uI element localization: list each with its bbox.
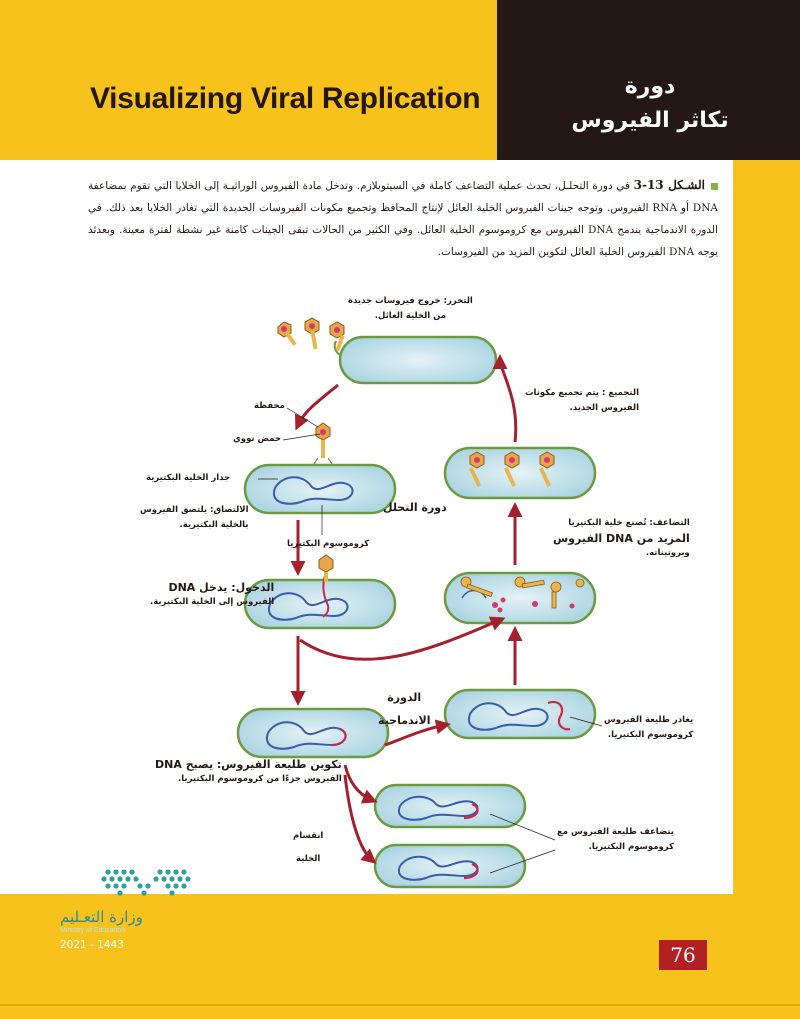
cell-attachment: [245, 465, 395, 513]
ministry-name-ar: وزارة التعـليم: [60, 908, 143, 926]
page-title-en: Visualizing Viral Replication: [90, 82, 481, 115]
phage-injecting: [319, 555, 333, 582]
phage-released-1: [278, 322, 297, 346]
phage-attaching: [314, 423, 332, 464]
phage-released-3: [330, 322, 345, 351]
edition-year: 2021 - 1443: [60, 939, 124, 951]
label-lytic-cycle: دورة التحلل: [383, 501, 447, 514]
label-cell-wall: جدار الخلية البكتيرية: [146, 473, 231, 483]
label-bacterial-chromosome: كروموسوم البكتيريا: [287, 539, 370, 549]
ministry-logo-icon: [60, 866, 230, 946]
label-prophage-exit: يغادر طليعة الفيروس كروموسوم البكتيريا.: [604, 715, 694, 740]
page-title-ar-line2: تكاثر الفيروس: [571, 108, 729, 133]
label-entry: الدخول: يدخل DNA الفيروس إلى الخلية البكتيرية.: [150, 581, 275, 607]
label-replication: التضاعف: تُصنع خلية البكتيريا المزيد من DNA الفيروس وبروتيناته.: [553, 518, 690, 558]
label-prophage-replication: يتضاعف طليعة الفيروس مع كروموسوم البكتيريا.: [557, 827, 674, 852]
label-cell-division: انقسام الخلية: [293, 831, 324, 864]
cell-division-2: [375, 845, 525, 887]
cell-release: [335, 337, 496, 383]
label-nucleic-acid: حمض نووي: [233, 434, 281, 444]
label-capsid: محفظة: [254, 401, 285, 411]
page-number: 76: [659, 940, 707, 970]
label-lysogenic-cycle: الدورة الاندماجية: [378, 691, 431, 727]
figure-label: الشـكل 13-3: [633, 178, 705, 192]
page-title-ar-line1: دورة: [624, 74, 676, 99]
cell-division-1: [375, 785, 525, 827]
label-release: التحرر: خروج فيروسات جديدة من الخلية العائل.: [348, 296, 473, 321]
ministry-name-en: Ministry of Education: [60, 927, 125, 934]
cell-replication: [445, 573, 595, 623]
caption-text: في دورة التحلـل، تحدث عملية التضاعف كاملة في السيتوبلازم. وتدخل مادة الفيروس الوراثيـة إلى الخلايا التي تقوم بمضاعفة DNA أو RNA الفيروس. وتوجه جينات الفيروس الخلية العائل لإنتاج المحافظ وتجميع مكونات الفيروسات الجديدة التي تغادر الخلايا بعد ذلك. في الدورة الاندماجية يندمج DNA الفيروس مع كروموسوم الخلية العائل. وفي الكثير من الحالات تبقى الجينات كامنة غير نشطة لفترة معينة. وبعدئذ يوجه DNA الفيروس الخليةَ العائل لتكوين المزيد من الفيروسات.: [88, 180, 718, 258]
cell-prophage-exit: [445, 690, 595, 738]
label-attachment: الالتصاق: يلتصق الفيروس بالخلية البكتيرية.: [140, 505, 249, 530]
phage-released-2: [305, 318, 319, 349]
label-prophage-formation: تكوين طليعة الفيروس: يصبح DNA الفيروس جزءًا من كروموسوم البكتيريا.: [155, 758, 342, 784]
label-assembly: التجميع : يتم تجميع مكونات الفيروس الجديد.: [525, 388, 639, 413]
cell-assembly: [445, 448, 595, 498]
cell-prophage: [238, 709, 388, 757]
